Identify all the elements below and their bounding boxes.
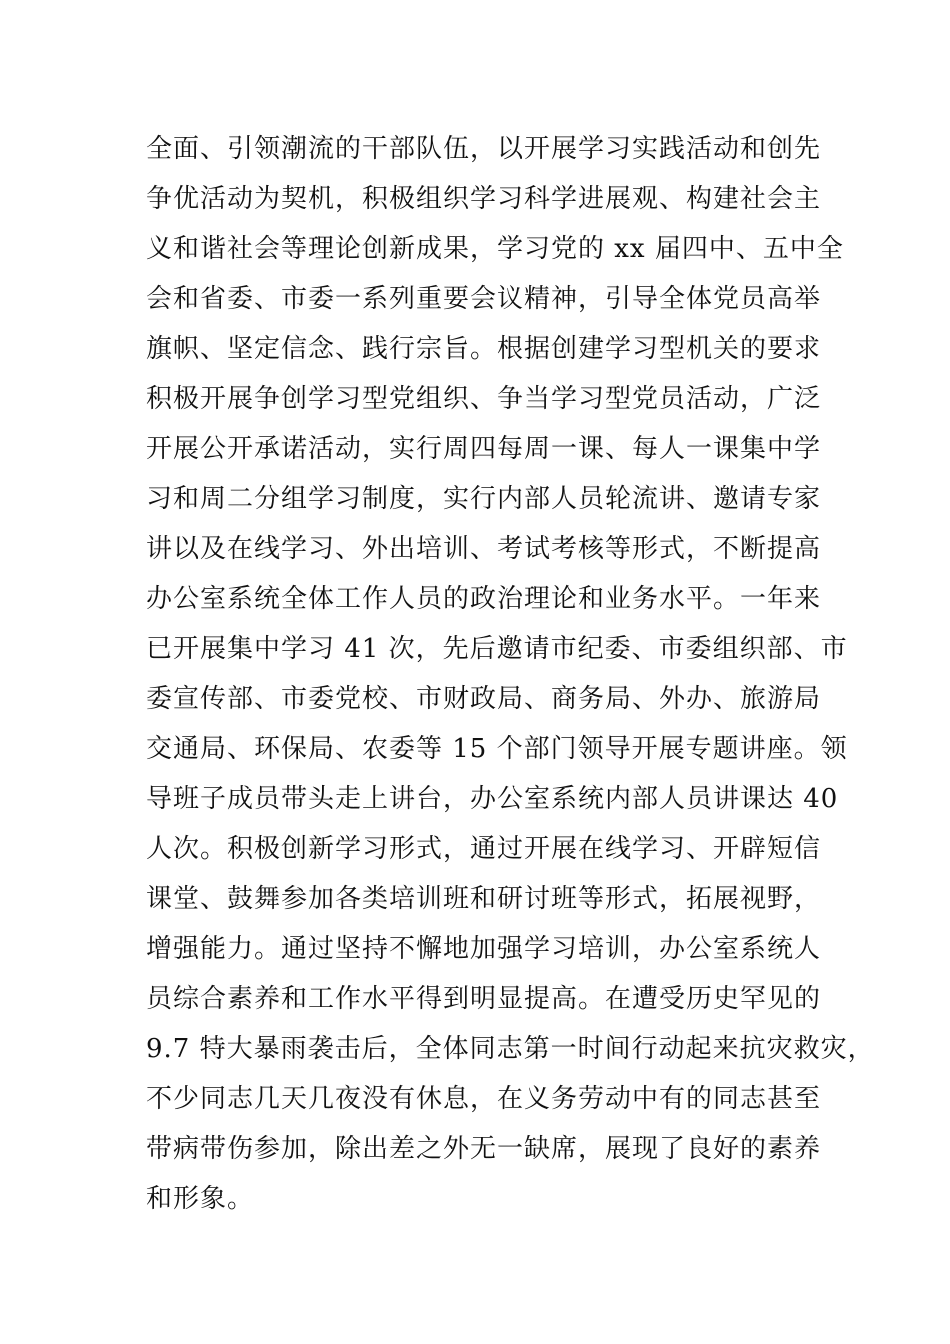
- text-line-4: 会和省委、市委一系列重要会议精神，引导全体党员高举: [146, 284, 822, 314]
- text-line-22: 和形象。: [146, 1184, 255, 1214]
- text-line-7: 开展公开承诺活动，实行周四每周一课、每人一课集中学: [146, 434, 822, 464]
- text-line-21: 带病带伤参加，除出差之外无一缺席，展现了良好的素养: [146, 1134, 822, 1164]
- text-line-8: 习和周二分组学习制度，实行内部人员轮流讲、邀请专家: [146, 484, 822, 514]
- text-line-6: 积极开展争创学习型党组织、争当学习型党员活动，广泛: [146, 384, 822, 414]
- text-line-11: 已开展集中学习 41 次，先后邀请市纪委、市委组织部、市: [146, 634, 848, 664]
- text-line-3: 义和谐社会等理论创新成果，学习党的 xx 届四中、五中全: [146, 234, 844, 264]
- text-line-17: 增强能力。通过坚持不懈地加强学习培训，办公室系统人: [146, 934, 822, 964]
- text-line-13: 交通局、环保局、农委等 15 个部门领导开展专题讲座。领: [146, 734, 848, 764]
- text-line-16: 课堂、鼓舞参加各类培训班和研讨班等形式，拓展视野，: [146, 884, 822, 914]
- text-line-12: 委宣传部、市委党校、市财政局、商务局、外办、旅游局: [146, 684, 822, 714]
- text-line-15: 人次。积极创新学习形式，通过开展在线学习、开辟短信: [146, 834, 822, 864]
- text-line-5: 旗帜、坚定信念、践行宗旨。根据创建学习型机关的要求: [146, 334, 822, 364]
- text-line-1: 全面、引领潮流的干部队伍，以开展学习实践活动和创先: [146, 134, 822, 164]
- text-line-19: 9.7 特大暴雨袭击后，全体同志第一时间行动起来抗灾救灾，: [146, 1034, 875, 1064]
- text-line-9: 讲以及在线学习、外出培训、考试考核等形式，不断提高: [146, 534, 822, 564]
- text-line-14: 导班子成员带头走上讲台，办公室系统内部人员讲课达 40: [146, 784, 839, 814]
- text-line-20: 不少同志几天几夜没有休息，在义务劳动中有的同志甚至: [146, 1084, 822, 1114]
- text-line-18: 员综合素养和工作水平得到明显提高。在遭受历史罕见的: [146, 984, 822, 1014]
- text-line-10: 办公室系统全体工作人员的政治理论和业务水平。一年来: [146, 584, 822, 614]
- text-line-2: 争优活动为契机，积极组织学习科学进展观、构建社会主: [146, 184, 822, 214]
- body-paragraph: [146, 124, 875, 1224]
